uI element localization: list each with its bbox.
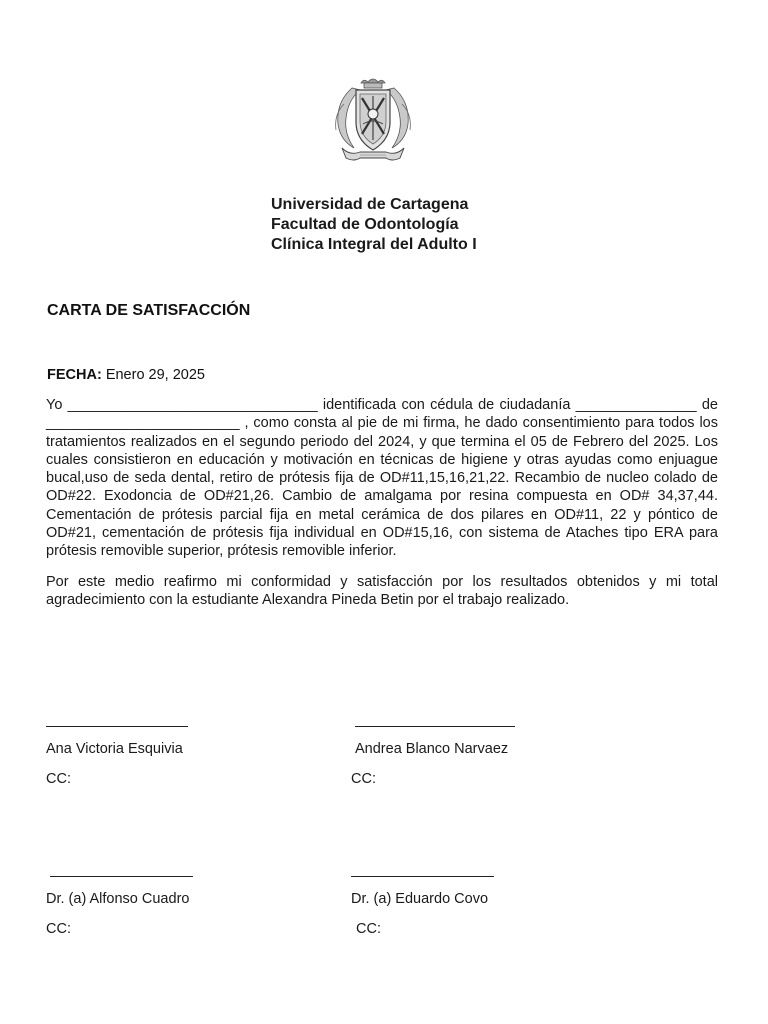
signature-line-professor-2 [351, 876, 494, 877]
university-crest [330, 74, 416, 164]
signature-name-professor-2: Dr. (a) Eduardo Covo [351, 891, 489, 907]
letter-title: CARTA DE SATISFACCIÓN [47, 302, 251, 319]
clinic-name: Clínica Integral del Adulto I [271, 236, 477, 253]
crest-icon [330, 74, 416, 164]
signature-cc-professor-1: CC: [46, 921, 71, 937]
signature-name-patient: Ana Victoria Esquivia [46, 741, 183, 757]
signature-cc-patient: CC: [46, 771, 71, 787]
signature-cc-student: CC: [351, 771, 376, 787]
signature-name-student: Andrea Blanco Narvaez [355, 741, 509, 757]
signature-name-professor-1: Dr. (a) Alfonso Cuadro [46, 891, 190, 907]
signature-line-professor-1 [50, 876, 193, 877]
date-label: FECHA: [47, 367, 102, 383]
university-name: Universidad de Cartagena [271, 196, 469, 213]
date-value: Enero 29, 2025 [105, 367, 205, 383]
signature-cc-professor-2: CC: [356, 921, 381, 937]
faculty-name: Facultad de Odontología [271, 216, 459, 233]
consent-paragraph: Yo _______________________________ identificada con cédula de ciudadanía _______________ de ________________________ , como consta al pie de mi firma, he dado consentimiento para todos los tratamientos realizados en el segundo periodo del 2024, y que termina el 05 de Febrero del 2025. Los cuales consistieron en educación y motivación en técnicas de higiene y otras ayudas como enjuague bucal,uso de seda dental, retiro de prótesis fija de OD#11,15,16,21,22. Recambio de nucleo colado de OD#22. Exodoncia de OD#21,26. Cambio de amalgama por resina compuesta en OD# 34,37,44. Cementación de prótesis parcial fija en metal cerámica de dos pilares en OD#11, 22 y póntico de OD#21, cementación de prótesis fija individual en OD#15,16, con sistema de Ataches tipo ERA para prótesis removible superior, prótesis removible inferior. [46, 397, 718, 560]
satisfaction-paragraph: Por este medio reafirmo mi conformidad y satisfacción por los resultados obtenidos y mi total agradecimiento con la estudiante Alexandra Pineda Betin por el trabajo realizado. [46, 574, 718, 609]
signature-line-patient [46, 726, 188, 727]
signature-line-student [355, 726, 515, 727]
letter-date [47, 367, 205, 383]
